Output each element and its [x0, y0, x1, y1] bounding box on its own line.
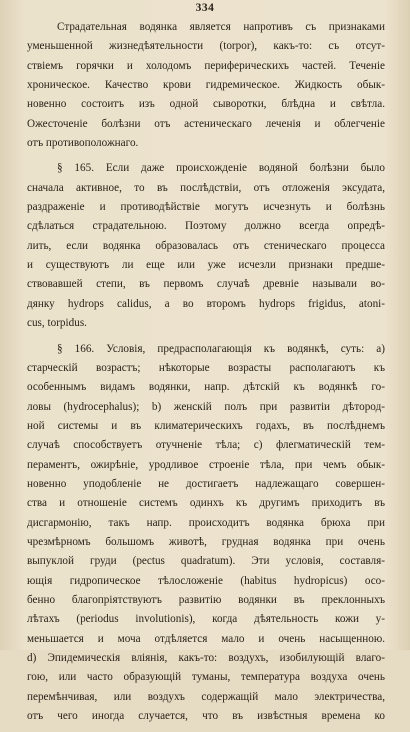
text-line: отъ чего иногда случается, что въ извѣстныя времена ко — [27, 710, 385, 723]
text-line: чрезмѣрномъ большомъ животѣ, грудная водянка при очень — [27, 535, 385, 548]
text-line: гою, или часто образующій туманы, температура воздуха очень — [27, 671, 385, 684]
text-line: Страдательная водянка является напротивъ съ признаками — [57, 21, 385, 33]
paragraph-section-165 — [27, 159, 385, 333]
page-number: 334 — [195, 2, 215, 14]
text-line: бенно благопріятствуютъ развитію водянки въ преклонныхъ — [27, 593, 385, 606]
text-line: ствіемъ горячки и холодомъ периферическихъ частей. Теченіе — [27, 59, 385, 72]
text-line: ства и отношеніе системъ одинхъ къ другимъ приходитъ въ — [27, 497, 385, 510]
text-line: дянку hydrops calidus, а во второмъ hydrops frigidus, atoni- — [27, 297, 385, 310]
text-line: дисгармонію, такъ напр. происходитъ водянка брюха при — [27, 516, 385, 529]
text-line: меньшается и моча отдѣляется мало и очень насыщенною. — [27, 632, 385, 645]
text-line: ловы (hydrocephalus); b) женскій полъ при развитіи дѣтород- — [27, 400, 385, 413]
paragraph-section-166 — [27, 340, 385, 727]
text-line: Ожесточеніе болѣзни отъ астеническаго леченія и облегченіе — [27, 117, 385, 130]
text-line: раздраженіе и противодѣйствіе могутъ исчезнуть и болѣзнь — [27, 201, 385, 214]
text-line: случаѣ способствуетъ отучненіе тѣла; с) флегматическій тем- — [27, 439, 385, 452]
text-line: новенно состоитъ изъ одной сыворотки, блѣдна и свѣтла. — [27, 98, 385, 111]
text-line: § 166. Условія, предрасполагающія къ водянкѣ, суть: а) — [57, 342, 385, 355]
text-line: перемѣнчивая, или воздухъ содержащій мало электричества, — [27, 690, 385, 703]
text-line: пераментъ, ожирѣніе, уродливое строеніе тѣла, при чемъ обык- — [27, 458, 385, 471]
text-line: уменьшенной жизнедѣятельности (torpor), какъ-то: съ отсут- — [27, 40, 385, 53]
paragraph-passive-dropsy — [27, 18, 385, 153]
text-line: старческій возрастъ; нѣкоторые возрасты располагаютъ къ — [27, 361, 385, 374]
text-line: новенно уподобленіе не достигаетъ надлежащаго совершен- — [27, 477, 385, 490]
text-line: ствовавшей степи, въ первомъ случаѣ древніе называли во- — [27, 278, 385, 291]
text-line: сдѣлаться страдательною. Поэтому должно всегда опредѣ- — [27, 220, 385, 233]
page-text — [27, 18, 385, 732]
text-line: хроническое. Качество крови гидремическое. Жидкость обык- — [27, 79, 385, 92]
text-line: сначала активное, то въ послѣдствіи, отъ отложенія эксудата, — [27, 181, 385, 194]
text-line: ющія гидропическое тѣлосложеніе (habitus hydropicus) осо- — [27, 574, 385, 587]
text-line: d) Эпидемическія вліянія, какъ-то: воздухъ, изобилующій влаго- — [27, 652, 385, 664]
text-line: выпуклой груди (pectus quadratum). Эти условія, составля- — [27, 555, 385, 568]
text-line: особеннымъ видамъ водянки, напр. дѣтскій къ водянкѣ го- — [27, 381, 385, 394]
text-line: отъ противоположнаго. — [27, 137, 139, 150]
text-line: лить, если водянка образовалась отъ стеническаго процесса — [27, 239, 385, 252]
text-line: лѣтахъ (periodus involutionis), когда дѣятельность кожи у- — [27, 613, 385, 626]
text-line: ной системы и въ климатерическихъ годахъ, въ послѣднемъ — [27, 419, 385, 432]
text-line: cus, torpidus. — [27, 317, 87, 330]
text-line: и существуютъ ли еще или уже исчезли признаки предше- — [27, 259, 385, 272]
text-line: § 165. Если даже происхожденіе водяной болѣзни было — [57, 162, 385, 175]
